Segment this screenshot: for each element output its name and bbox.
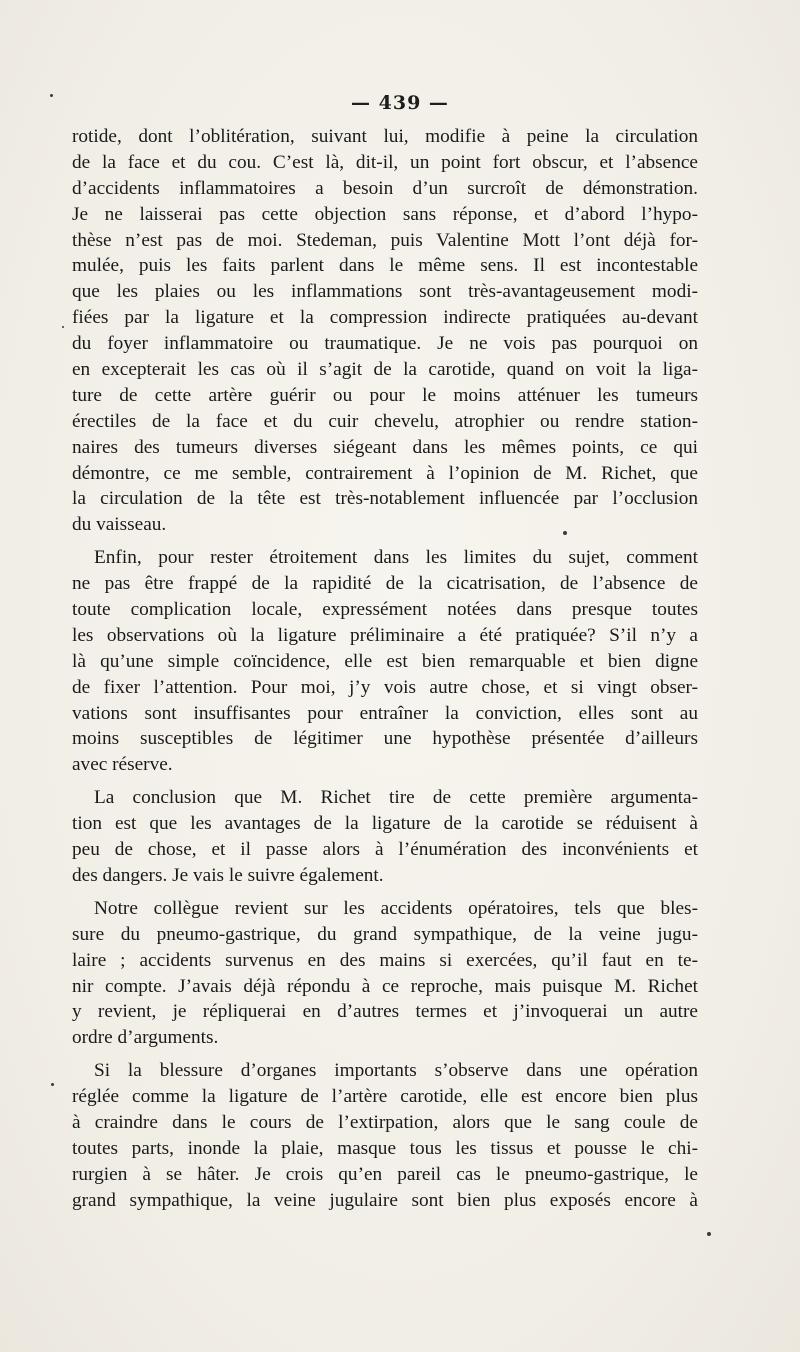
text-line: thèse n’est pas de moi. Stedeman, puis Valentine Mott l’ont déjà for- [72,229,698,251]
ink-speck [707,1232,711,1236]
text-line: que les plaies ou les inflammations sont très-avantageusement modi- [72,281,698,303]
ink-speck [50,94,53,97]
text-line: avec réserve. [72,754,173,776]
text-line: peu de chose, et il passe alors à l’énumération des inconvénients et [72,839,698,861]
text-line: naires des tumeurs diverses siégeant dans les mêmes points, ce qui [72,436,698,458]
paragraph-5 [72,1058,698,1213]
paragraph-4 [72,896,698,1051]
text-line: grand sympathique, la veine jugulaire sont bien plus exposés encore à [72,1189,698,1211]
text-line: rurgien à se hâter. Je crois qu’en pareil cas le pneumo-gastrique, le [72,1163,698,1185]
text-line: Enfin, pour rester étroitement dans les limites du sujet, comment [94,547,698,569]
text-line: réglée comme la ligature de l’artère carotide, elle est encore bien plus [72,1086,698,1108]
body-text [72,124,698,1214]
text-line: du foyer inflammatoire ou traumatique. Je ne vois pas pourquoi on [72,333,698,355]
text-line: tion est que les avantages de la ligature de la carotide se réduisent à [72,813,698,835]
text-line: érectiles de la face et du cuir chevelu, atrophier ou rendre station- [72,410,698,432]
text-line: laire ; accidents survenus en des mains si exercées, qu’il faut en te- [72,949,698,971]
ink-speck [51,1083,54,1086]
paragraph-3 [72,785,698,889]
text-line: la circulation de la tête est très-notablement influencée par l’occlusion [72,488,698,510]
text-line: de la face et du cou. C’est là, dit-il, un point fort obscur, et l’absence [72,151,698,173]
text-line: là qu’une simple coïncidence, elle est bien remarquable et bien digne [72,650,698,672]
text-line: les observations où la ligature préliminaire a été pratiquée? S’il n’y a [72,624,698,646]
text-line: vations sont insuffisantes pour entraîner la conviction, elles sont au [72,702,698,724]
text-line: ture de cette artère guérir ou pour le moins atténuer les tumeurs [72,384,698,406]
text-line: Notre collègue revient sur les accidents opératoires, tels que bles- [94,897,698,919]
text-line: mulée, puis les faits parlent dans le même sens. Il est incontestable [72,255,698,277]
text-line: ordre d’arguments. [72,1027,219,1049]
text-line: Je ne laisserai pas cette objection sans réponse, et d’abord l’hypo- [72,203,698,225]
text-line: La conclusion que M. Richet tire de cette première argumenta- [94,787,698,809]
paragraph-2 [72,545,698,778]
text-line: des dangers. Je vais le suivre également. [72,864,384,886]
text-line: fiées par la ligature et la compression indirecte pratiquées au-devant [72,307,698,329]
text-line: y revient, je répliquerai en d’autres termes et j’invoquerai un autre [72,1001,698,1023]
paragraph-1 [72,124,698,538]
text-line: du vaisseau. [72,514,167,536]
text-line: nir compte. J’avais déjà répondu à ce reproche, mais puisque M. Richet [72,975,698,997]
text-line: en excepterait les cas où il s’agit de la carotide, quand on voit la liga- [72,359,698,381]
text-line: moins susceptibles de légitimer une hypothèse présentée d’ailleurs [72,728,698,750]
text-line: de fixer l’attention. Pour moi, j’y vois autre chose, et si vingt obser- [72,676,698,698]
text-line: d’accidents inflammatoires a besoin d’un surcroît de démonstration. [72,177,698,199]
text-line: toutes parts, inonde la plaie, masque tous les tissus et pousse le chi- [72,1137,698,1159]
ink-speck [563,531,567,535]
text-line: démontre, ce me semble, contrairement à l’opinion de M. Richet, que [72,462,698,484]
text-line: rotide, dont l’oblitération, suivant lui, modifie à peine la circulation [72,126,698,147]
text-line: Si la blessure d’organes importants s’observe dans une opération [94,1060,698,1082]
text-line: sure du pneumo-gastrique, du grand sympathique, de la veine jugu- [72,923,698,945]
text-line: à craindre dans le cours de l’extirpation, alors que le sang coule de [72,1111,698,1133]
page-number: — 439 — [351,92,449,114]
text-line: ne pas être frappé de la rapidité de la cicatrisation, de l’absence de [72,573,698,595]
ink-speck [62,326,64,328]
text-line: toute complication locale, expressément notées dans presque toutes [72,599,698,621]
